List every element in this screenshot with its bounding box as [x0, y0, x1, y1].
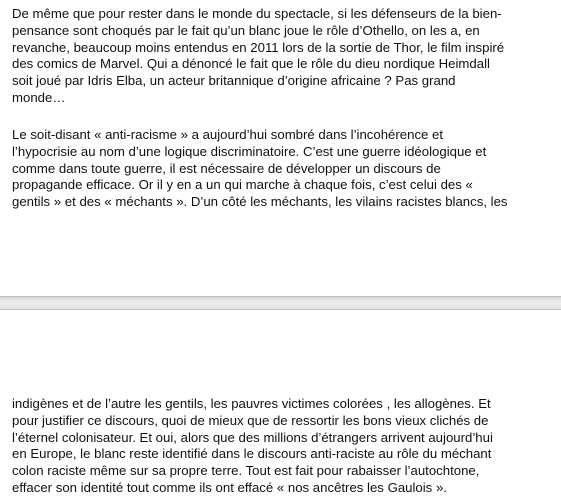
- text-line: l’hypocrisie au nom d’une logique discriminatoire. C’est une guerre idéologique et: [12, 143, 487, 159]
- text-line: l’éternel colonisateur. Et oui, alors que des millions d’étrangers arrivent aujourd’hui: [12, 429, 493, 445]
- text-line: gentils » et des « méchants ». D’un côté les méchants, les vilains racistes blancs, les: [12, 194, 508, 210]
- page-separator: [0, 296, 561, 310]
- paragraph-thor-heimdall: [12, 6, 552, 107]
- paragraph-continuation: [12, 396, 552, 497]
- text-line: des comics de Marvel. Qui a dénoncé le fait que le rôle du dieu nordique Heimdall: [12, 56, 490, 72]
- text-line: soit joué par Idris Elba, un acteur britannique d’origine africaine ? Pas grand: [12, 73, 456, 89]
- text-line: pour justifier ce discours, quoi de mieux que de ressortir les bons vieux clichés de: [12, 412, 489, 428]
- text-line: propagande efficace. Or il y en a un qui marche à chaque fois, c’est celui des «: [12, 177, 473, 193]
- text-line: colon raciste même sur sa propre terre. Tout est fait pour rabaisser l’autochtone,: [12, 463, 480, 479]
- text-line: indigènes et de l’autre les gentils, les pauvres victimes colorées , les allogènes. Et: [12, 396, 491, 411]
- text-line: revanche, beaucoup moins entendus en 2011 lors de la sortie de Thor, le film inspiré: [12, 39, 505, 55]
- document-page-bottom: [0, 310, 561, 500]
- text-line: monde…: [12, 89, 66, 105]
- text-line: comme dans toute guerre, il est nécessaire de développer un discours de: [12, 160, 441, 176]
- text-line: Le soit-disant « anti-racisme » a aujourd’hui sombré dans l’incohérence et: [12, 127, 444, 142]
- paragraph-anti-racisme: [12, 127, 552, 211]
- text-line: en Europe, le blanc reste identifié dans le discours anti-raciste au rôle du méchant: [12, 446, 492, 462]
- text-line: effacer son identité tout comme ils ont effacé « nos ancêtres les Gaulois ».: [12, 479, 447, 495]
- text-line: pensance sont choqués par le fait qu’un blanc joue le rôle d’Othello, on les a, en: [12, 22, 480, 38]
- text-line: De même que pour rester dans le monde du spectacle, si les défenseurs de la bien-: [12, 6, 502, 21]
